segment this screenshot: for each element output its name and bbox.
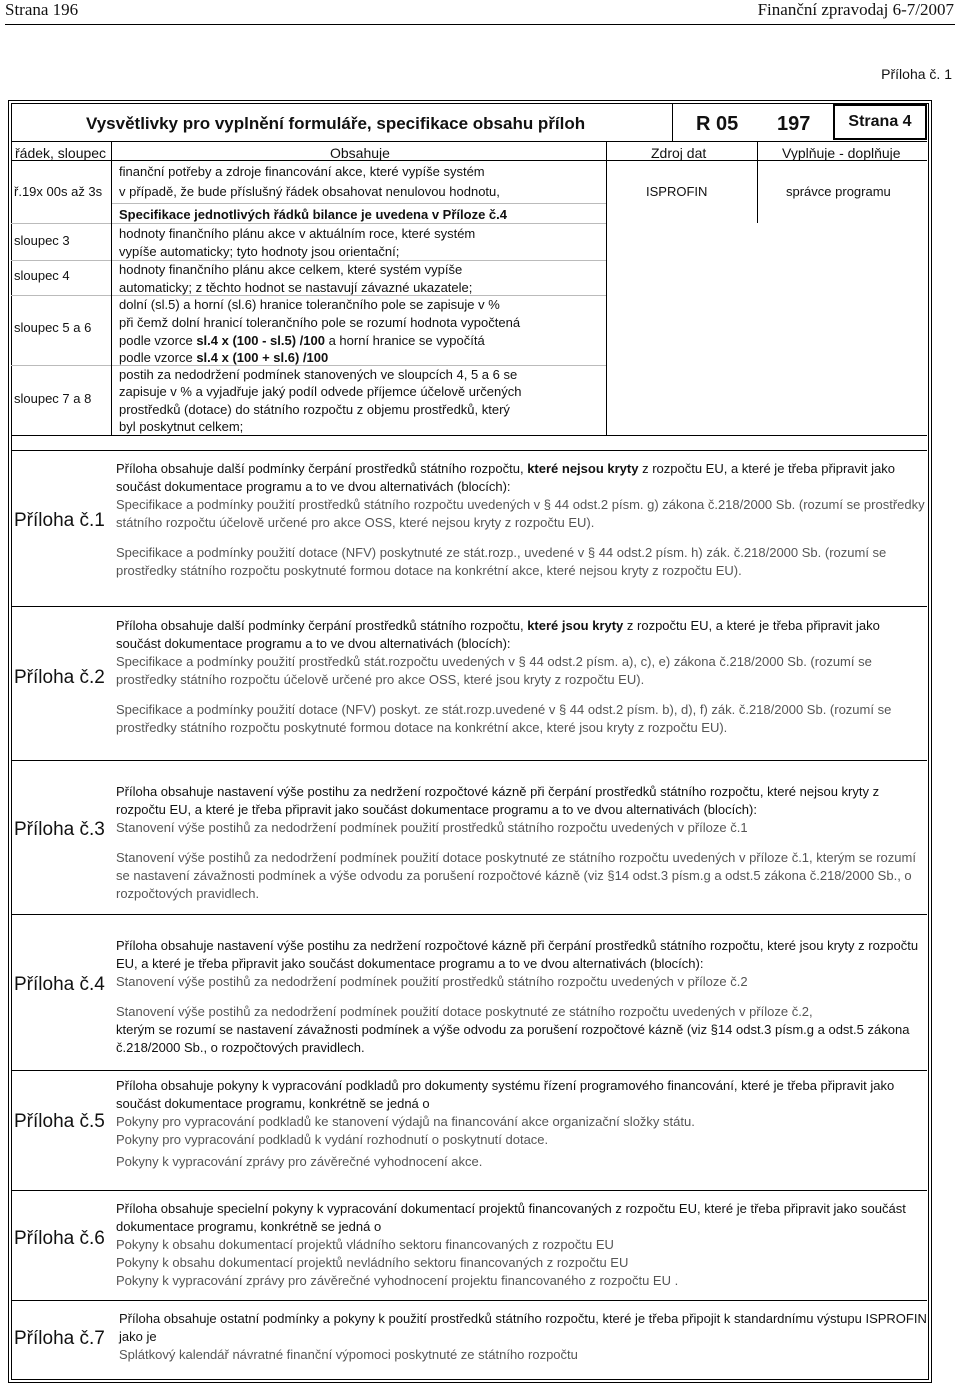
form-number: 197 (777, 113, 811, 135)
row2-line2: vypíše automaticky; tyto hodnoty jsou orientační; (119, 244, 400, 259)
form-code: R 05 (696, 113, 739, 135)
priloha5-label: Příloha č.5 (14, 1111, 105, 1132)
priloha7-label: Příloha č.7 (14, 1328, 105, 1349)
row5-line1: postih za nedodržení podmínek stanovených ve sloupcích 4, 5 a 6 se (119, 367, 518, 382)
appendix-label: Příloha č. 1 (881, 66, 952, 82)
priloha4-text: Příloha obsahuje nastavení výše postihu za nedržení rozpočtové kázně při čerpání prostředků státního rozpočtu, které jsou kryty z rozpočtu EU, a které je třeba připravit jako součást dokumentace programu a to ve dvou alternativách (blocích): Stanovení výše postihů za nedodržení podmínek použití prostředků státního rozpočtu uvedených v příloze č.2 Stanovení výše postihů za nedodržení podmínek použití dotace poskytnuté ze státního rozpočtu uvedených v příloze č.2, kterým se rozumí se nastavení závažnosti podmínek a výše odvodu za porušení rozpočtové kázně (viz §14 odst.3 písm.g a odst.5 zákona č.218/2000 Sb., o rozpočtových pravidlech. (116, 938, 919, 1055)
row5-line3: prostředků (dotace) do státního rozpočtu z objemu prostředků, který (119, 402, 510, 417)
row2-label: sloupec 3 (14, 233, 70, 248)
row4-label: sloupec 5 a 6 (14, 320, 92, 335)
row2-line1: hodnoty finančního plánu akce v aktuálním roce, které systém (119, 226, 476, 241)
form-title: Vysvětlivky pro vyplnění formuláře, specifikace obsahu příloh (86, 114, 586, 133)
row1-source: ISPROFIN (646, 184, 708, 199)
row4-line3: podle vzorce sl.4 x (100 - sl.5) /100 a horní hranice se vypočítá (119, 333, 485, 348)
priloha6-text: Příloha obsahuje specielní pokyny k vypracování dokumentací projektů financovaných z rozpočtu EU, které je třeba připravit jako součást dokumentace programu, konkrétně se jedná o Pokyny k obsahu dokumentací projektů vládního sektoru financovaných z rozpočtu EU Pokyny k obsahu dokumentací projektů nevládního sektoru financovaných z rozpočtu EU Pokyny k vypracování zprávy pro závěrečné vyhodnocení projektu financovaného z rozpočtu EU . (116, 1201, 906, 1288)
row1-line3: Specifikace jednotlivých řádků bilance je uvedena v Příloze č.4 (119, 207, 507, 222)
col-header-filler: Vyplňuje - doplňuje (782, 145, 901, 161)
row1-label: ř.19x 00s až 3s (14, 184, 103, 199)
priloha3-label: Příloha č.3 (14, 819, 105, 840)
priloha3-text: Příloha obsahuje nastavení výše postihu za nedržení rozpočtové kázně při čerpání prostředků státního rozpočtu, které nejsou kryty z rozpočtu EU, a které je třeba připravit jako součást dokumentace programu a to ve dvou alternativách (blocích): Stanovení výše postihů za nedodržení podmínek použití prostředků státního rozpočtu uvedených v příloze č.1 Stanovení výše postihů za nedodržení podmínek použití dotace poskytnuté ze státního rozpočtu uvedených v příloze č.1, kterým se rozumí se nastavení závažnosti podmínek a výše odvodu za porušení rozpočtové kázně (viz §14 odst.3 písm.g a odst.5 zákona č.218/2000 Sb., o rozpočtových pravidlech. (116, 784, 916, 901)
priloha6-label: Příloha č.6 (14, 1228, 105, 1249)
row4-line2: při čemž dolní hranicí tolerančního pole se rozumí hodnota vypočtená (119, 315, 521, 330)
priloha5-text: Příloha obsahuje pokyny k vypracování podkladů pro dokumenty systému řízení programového financování, které je třeba připravit jako součást dokumentace programu, konkrétně se jedná o Pokyny pro vypracování podkladů ke stanovení výdajů na financování akce organizační složky státu. Pokyny pro vypracování podkladů k vydání rozhodnutí o poskytnutí dotace. Pokyny k vypracování zprávy pro závěrečné vyhodnocení akce. (116, 1078, 895, 1169)
row1-filler: správce programu (786, 184, 891, 199)
page-number: Strana 196 (5, 0, 79, 19)
row1-line1: finanční potřeby a zdroje financování akce, které vypíše systém (119, 164, 485, 179)
priloha4-label: Příloha č.4 (14, 974, 105, 995)
row3-line1: hodnoty finančního plánu akce celkem, které systém vypíše (119, 262, 463, 277)
journal-title: Finanční zpravodaj 6-7/2007 (757, 0, 954, 19)
priloha2-text: Příloha obsahuje další podmínky čerpání prostředků státního rozpočtu, které jsou kryty z rozpočtu EU, a které je třeba připravit jako součást dokumentace programu a to ve dvou alternativách (blocích): Specifikace a podmínky použití prostředků stát.rozpočtu uvedených v § 44 odst.2 písm. a), c), e) zákona č.218/2000 Sb. (rozumí se prostředky státního rozpočtu účelově určené pro akce OSS, které jsou kryty z rozpočtu EU). Specifikace a podmínky použití dotace (NFV) poskyt. ze stát.rozp.uvedené v § 44 odst.2 písm. b), d), f) zák. č.218/2000 Sb. (rozumí se prostředky státního rozpočtu poskytnuté formou dotace na konkrétní akce, které jsou kryty z rozpočtu EU). (116, 618, 892, 735)
col-header-source: Zdroj dat (651, 145, 707, 161)
row4-line1: dolní (sl.5) a horní (sl.6) hranice tolerančního pole se zapisuje v % (119, 297, 500, 312)
priloha7-text: Příloha obsahuje ostatní podmínky a pokyny k použití prostředků státního rozpočtu, které je třeba připojit k standardnímu výstupu ISPROFIN jako je Splátkový kalendář návratné finanční výpomoci poskytnuté ze státního rozpočtu (119, 1311, 927, 1362)
row3-line2: automaticky; z těchto hodnot se nastavují závazné ukazatele; (119, 280, 473, 295)
row5-label: sloupec 7 a 8 (14, 391, 92, 406)
row3-label: sloupec 4 (14, 268, 70, 283)
col-header-row: řádek, sloupec (15, 145, 107, 161)
col-header-content: Obsahuje (330, 145, 390, 161)
form-page-box: Strana 4 (833, 104, 927, 140)
header-rule (5, 24, 955, 25)
row4-line4: podle vzorce sl.4 x (100 + sl.6) /100 (119, 350, 329, 365)
priloha1-label: Příloha č.1 (14, 510, 105, 531)
row5-line4: byl poskytnut celkem; (119, 419, 244, 434)
priloha1-text: Příloha obsahuje další podmínky čerpání prostředků státního rozpočtu, které nejsou kryty z rozpočtu EU, a které je třeba připravit jako součást dokumentace programu a to ve dvou alternativách (blocích): Specifikace a podmínky použití prostředků státního rozpočtu uvedených v § 44 odst.2 písm. g) zákona č.218/2000 Sb. (rozumí se prostředky státního rozpočtu účelově určené pro akce OSS, které nejsou kryty z rozpočtu EU). Specifikace a podmínky použití dotace (NFV) poskytnuté ze stát.rozp., uvedené v § 44 odst.2 písm. h) zák. č.218/2000 Sb. (rozumí se prostředky státního rozpočtu poskytnuté formou dotace na konkrétní akce, které nejsou kryty z rozpočtu EU). (116, 461, 925, 578)
row5-line2: zapisuje v % a vyjadřuje jaký podíl odvede příjemce účelově určených (119, 384, 522, 399)
row1-line2: v případě, že bude příslušný řádek obsahovat nenulovou hodnotu, (119, 184, 500, 199)
priloha2-label: Příloha č.2 (14, 667, 105, 688)
